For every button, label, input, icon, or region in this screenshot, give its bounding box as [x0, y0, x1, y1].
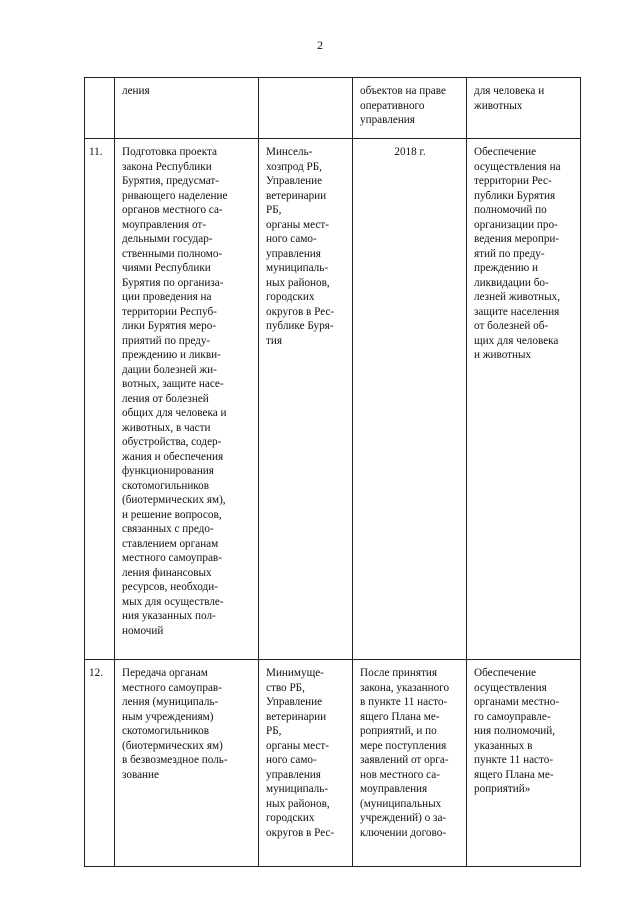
cell-deadline: После принятия закона, указанного в пункте 11 насто- ящего Плана ме- роприятий, и по мере поступления заявлений от орга- нов местного са- моуправления (муниципальных учреждений) о за- ключении догово- [353, 660, 467, 867]
plan-table [84, 77, 581, 867]
cell-result: Обеспечение осуществления органами местно- го самоуправле- ния полномочий, указанных в пункте 11 насто- ящего Плана ме- роприятий» [467, 660, 581, 867]
cell-deadline: объектов на праве оперативного управления [353, 78, 467, 139]
page-number: 2 [317, 38, 323, 52]
cell-activity: Подготовка проекта закона Республики Бурятия, предусмат- ривающего наделение органов местного са- моуправления от- дельными государ- ственными полномо- чиями Республики Бурятия по организа- ции проведения на территории Респуб- лики Бурятия меро- приятий по преду- преждению и ликви- дации болезней жи- вотных, защите насе- ления от болезней общих для человека и животных, в части обустройства, содер- жания и обеспечения функционирования скотомогильников (биотермических ям), и решение вопросов, связанных с предо- ставлением органам местного самоуправ- ления финансовых ресурсов, необходи- мых для осуществле- ния указанных пол- номочий [115, 139, 259, 660]
cell-deadline: 2018 г. [353, 139, 467, 660]
cell-executor: Минимуще- ство РБ, Управление ветеринарии РБ, органы мест- ного само- управления муниципаль- ных районов, городских округов в Рес- [259, 660, 353, 867]
cell-result: для человека и животных [467, 78, 581, 139]
cell-activity: ления [115, 78, 259, 139]
cell-number [85, 78, 115, 139]
table-row-continuation [85, 78, 581, 139]
cell-result: Обеспечение осуществления на территории Рес- публики Бурятия полномочий по организации про- ведения меропри- ятий по преду- преждению и ликвидации бо- лезней животных, защите населения от болезней об- щих для человека и животных [467, 139, 581, 660]
table-row-11 [85, 139, 581, 660]
cell-number: 12. [85, 660, 115, 867]
cell-number: 11. [85, 139, 115, 660]
table-row-12 [85, 660, 581, 867]
cell-activity: Передача органам местного самоуправ- ления (муниципаль- ным учреждениям) скотомогильников (биотермических ям) в безвозмездное поль- зование [115, 660, 259, 867]
cell-executor: Минсель- хозпрод РБ, Управление ветеринарии РБ, органы мест- ного само- управления муниципаль- ных районов, городских округов в Рес- публике Буря- тия [259, 139, 353, 660]
cell-executor [259, 78, 353, 139]
